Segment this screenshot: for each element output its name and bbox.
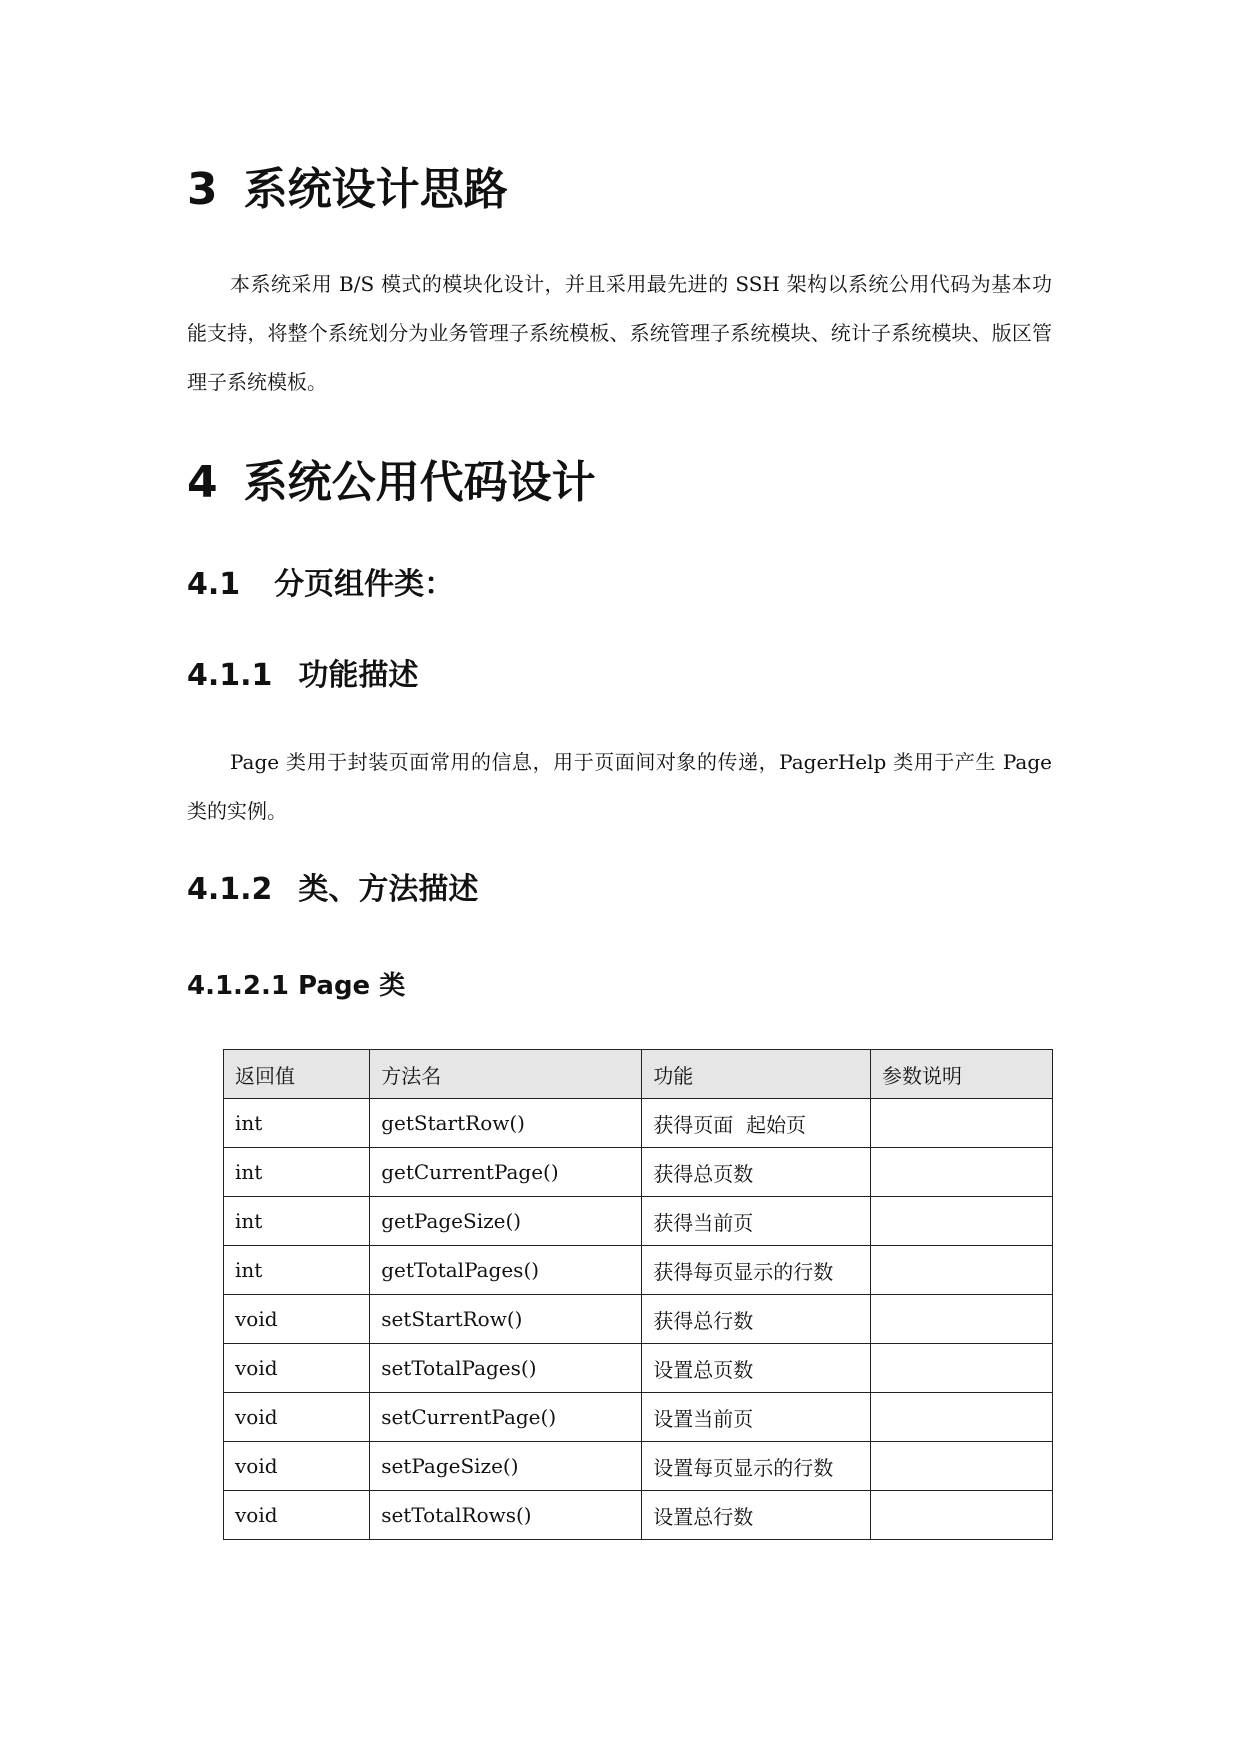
cell-params — [870, 1344, 1052, 1393]
section-4-1-heading — [187, 565, 454, 605]
section-title: 功能描述 — [298, 658, 419, 693]
cell-function: 设置每页显示的行数 — [642, 1442, 871, 1491]
cell-function: 获得总页数 — [642, 1148, 871, 1197]
section-title: 分页组件类： — [274, 567, 455, 602]
cell-method-name: getCurrentPage() — [370, 1148, 642, 1197]
cell-method-name: setCurrentPage() — [370, 1393, 642, 1442]
cell-function: 获得总行数 — [642, 1295, 871, 1344]
cell-function: 设置总行数 — [642, 1491, 871, 1540]
cell-params — [870, 1148, 1052, 1197]
table-row — [224, 1197, 1053, 1246]
cell-params — [870, 1246, 1052, 1295]
cell-method-name: setPageSize() — [370, 1442, 642, 1491]
cell-return-type: int — [224, 1197, 370, 1246]
cell-method-name: setTotalRows() — [370, 1491, 642, 1540]
table-row — [224, 1099, 1053, 1148]
section-4-1-1-heading — [187, 656, 418, 696]
section-number: 4.1 — [187, 567, 241, 602]
cell-function: 设置总页数 — [642, 1344, 871, 1393]
section-4-heading — [187, 455, 596, 511]
cell-return-type: void — [224, 1295, 370, 1344]
cell-function: 设置当前页 — [642, 1393, 871, 1442]
cell-method-name: getPageSize() — [370, 1197, 642, 1246]
cell-function: 获得每页显示的行数 — [642, 1246, 871, 1295]
cell-params — [870, 1442, 1052, 1491]
table-row — [224, 1295, 1053, 1344]
page-class-methods-table — [223, 1049, 1053, 1540]
section-4-1-2-heading — [187, 870, 478, 910]
table-row — [224, 1393, 1053, 1442]
cell-params — [870, 1197, 1052, 1246]
header-method-name: 方法名 — [370, 1050, 642, 1099]
cell-method-name: getStartRow() — [370, 1099, 642, 1148]
cell-function: 获得页面 起始页 — [642, 1099, 871, 1148]
section-3-heading — [187, 162, 508, 218]
table-row — [224, 1148, 1053, 1197]
cell-method-name: getTotalPages() — [370, 1246, 642, 1295]
section-title: 类、方法描述 — [298, 872, 479, 907]
header-function: 功能 — [642, 1050, 871, 1099]
section-title: 系统设计思路 — [243, 164, 508, 215]
header-return-type: 返回值 — [224, 1050, 370, 1099]
cell-return-type: void — [224, 1393, 370, 1442]
cell-params — [870, 1491, 1052, 1540]
section-number: 4 — [187, 457, 218, 508]
table-row — [224, 1491, 1053, 1540]
cell-function: 获得当前页 — [642, 1197, 871, 1246]
cell-return-type: int — [224, 1246, 370, 1295]
table-header-row — [224, 1050, 1053, 1099]
cell-return-type: void — [224, 1491, 370, 1540]
header-params: 参数说明 — [870, 1050, 1052, 1099]
cell-return-type: void — [224, 1344, 370, 1393]
table-row — [224, 1442, 1053, 1491]
cell-return-type: int — [224, 1148, 370, 1197]
cell-params — [870, 1295, 1052, 1344]
section-number: 4.1.2 — [187, 872, 273, 907]
cell-method-name: setStartRow() — [370, 1295, 642, 1344]
section-3-paragraph: 本系统采用 B/S 模式的模块化设计，并且采用最先进的 SSH 架构以系统公用代码为基本功能支持，将整个系统划分为业务管理子系统模板、系统管理子系统模块、统计子系统模块、版区管理子系统模板。 — [187, 272, 1052, 394]
section-title: 系统公用代码设计 — [243, 457, 596, 508]
table-row — [224, 1246, 1053, 1295]
table-row — [224, 1344, 1053, 1393]
section-number: 3 — [187, 164, 218, 215]
cell-params — [870, 1393, 1052, 1442]
section-4-1-1-paragraph: Page 类用于封装页面常用的信息，用于页面间对象的传递，PagerHelp 类用于产生 Page 类的实例。 — [187, 750, 1052, 823]
cell-params — [870, 1099, 1052, 1148]
cell-method-name: setTotalPages() — [370, 1344, 642, 1393]
section-4-1-2-1-heading: 4.1.2.1 Page 类 — [187, 971, 406, 1001]
cell-return-type: int — [224, 1099, 370, 1148]
cell-return-type: void — [224, 1442, 370, 1491]
section-number: 4.1.1 — [187, 658, 273, 693]
